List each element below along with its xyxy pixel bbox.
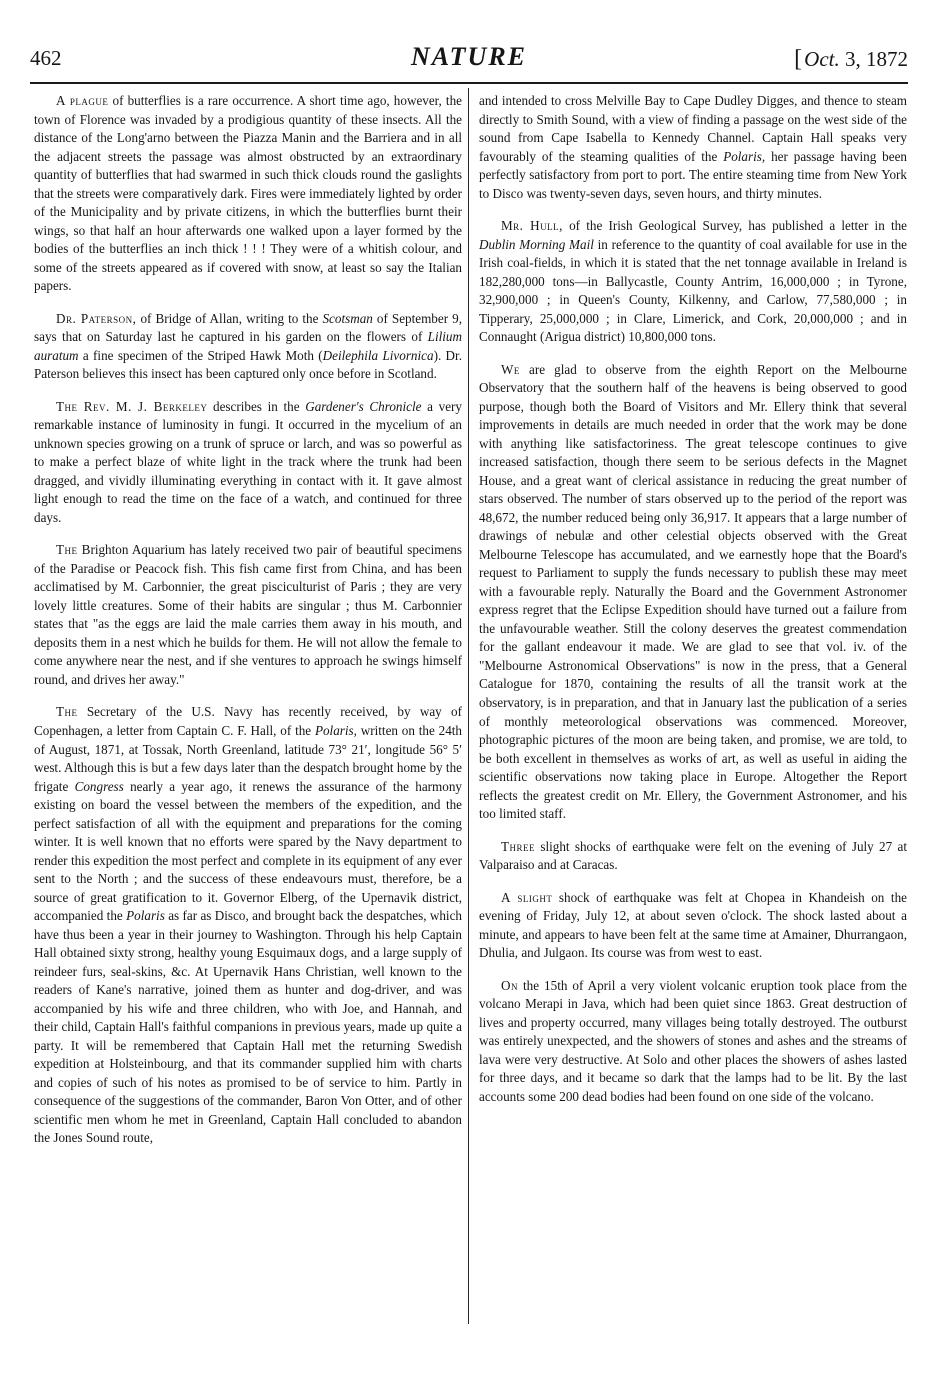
lead-word: A plague [56, 93, 109, 108]
date-bracket: [ [794, 46, 803, 72]
paragraph-text: the 15th of April a very violent volcanic eruption took place from the volcano Merapi in Java, which had been quiet since 1863. Great destruction of lives and property occurred, many villages being totally destroyed. The outburst was entirely unexpected, and the showers of stones and ashes and the streams of lava were very destructive. At Solo and other places the showers of ashes lasted for three days, and it became so dark that the lamps had to be lit. By the last accounts some 200 dead bodies had been found on one side of the volcano. [479, 977, 907, 1104]
paragraph-text: slight shocks of earthquake were felt on the evening of July 27 at Valparaiso and at Caracas. [479, 838, 907, 873]
paragraph-text: her passage having been perfectly satisfactory from port to port. The entire steaming time from New York to Disco was twenty-seven days, seven hours, and thirty minutes. [479, 148, 907, 201]
lead-word: Mr. Hull, [501, 218, 563, 234]
italic-ship: Polaris, [723, 148, 766, 164]
left-column [34, 92, 462, 1162]
lead-word: The Rev. M. J. Berkeley [56, 398, 208, 414]
italic-title: Scotsman [322, 310, 373, 326]
issue-date [794, 46, 908, 73]
header-rule [30, 82, 908, 84]
paragraph-text: of Bridge of Allan, writing to the [136, 310, 323, 326]
lead-word: Dr. Paterson, [56, 310, 137, 326]
paragraph-navy-continued [479, 92, 907, 203]
paragraph-aquarium [34, 541, 462, 689]
paragraph-text: of September 9, says that on Saturday last he captured in his garden on the flowers of [34, 310, 462, 345]
paragraph-text: a fine specimen of the Striped Hawk Moth ( [78, 347, 323, 363]
paragraph-text: ). Dr. Paterson believes this insect has been captured only once before in Scotland. [34, 347, 462, 382]
paragraph-text: a very remarkable instance of luminosity in fungi. It occurred in the mycelium of an unknown species growing on a trunk of spruce or larch, and was so powerful as to make a perfect blaze of white light in the track where the trunk had been dragged, and vividly illuminating everything in contact with it. It gave almost light enough to read the time on the face of a watch, and continued for three days. [34, 398, 462, 525]
paragraph-butterflies [34, 92, 462, 296]
column-divider [468, 88, 469, 1324]
journal-title: NATURE [410, 42, 528, 71]
paragraph-text: of butterflies is a rare occurrence. A short time ago, however, the town of Florence was invaded by a prodigious quantity of these insects. All the distance of the Long'arno between the Piazza Manin and the Barriera and in all the adjacent streets the passage was almost obstructed by an extraordinary quantity of butterflies that had swarmed in such thick clouds round the gaslights that the streets were comparatively dark. Fires were immediately lighted by order of the Municipality and by private citizens, in which the butterflies burnt their wings, so that half an hour afterwards one walked upon a layer formed by the bodies of the butterflies an inch thick ! ! ! They were of a whitish colour, and some of the streets appeared as if covered with snow, at least so say the Italian papers. [34, 93, 462, 294]
italic-ship: Congress [74, 778, 124, 794]
paragraph-navy [34, 703, 462, 1147]
paragraph-merapi [479, 977, 907, 1107]
lead-word: The [56, 704, 78, 720]
italic-title: Dublin Morning Mail [479, 236, 594, 252]
paragraph-text: are glad to observe from the eighth Report on the Melbourne Observatory that the southern half of the heavens is being observed to good purpose, though both the Board of Visitors and Mr. Ellery think that several improvements in details are much needed in order that the work may be done with anything like satisfactoriness. The great telescope continues to give increased satisfaction, though there seem to be serious defects in the Magnet House, and a great want of clerical assistance in reducing the great number of stars observed. The number of stars observed up to the period of the report was 48,672, the number reduced being only 36,917. It appears that a large number of drawings of nebulæ and other celestial objects observed with the Great Melbourne Telescope has accumulated, and we earnestly hope that the Board's request to Parliament to supply the funds necessary to publish these may meet with a favourable reply. Naturally the Board and the Government Astronomer express regret that the Eclipse Expedition should have turned out a failure from the unfavourable weather. Still the colony deserves the greatest commendation for the gallant endeavour it made. We are glad to see that vol. iv. of the "Melbourne Astronomical Observations" is now in the press, that a General Catalogue for 1870, containing the results of all the transit work at the observatory, is in preparation, and that in January last the publication of a series of monthly meteorological observations was commenced. Moreover, photographic pictures of the moon are being taken, and promise, we are told, to be both excellent in themselves as works of art, as well as useful in aiding the scientific observations now taking place in Europe. Altogether the Report reflects the greatest credit on Mr. Ellery, the Government Astronomer, and his too limited staff. [479, 361, 907, 822]
date-month: Oct. [804, 47, 840, 71]
paragraph-text: written on the 24th of August, 1871, at Tossak, North Greenland, latitude 73° 21′, longitude 56° 5′ west. Although this is but a few days later than the despatch brought home by the frigate [34, 722, 463, 794]
page-number: 462 [30, 46, 62, 70]
paragraph-text: shock of earthquake was felt at Chopea in Khandeish on the evening of Friday, July 12, at about seven o'clock. The shock lasted about a minute, and appears to have been felt at the same time at Amainer, Dhurrangaon, Dhulia, and Julgaon. Its course was from west to east. [479, 889, 907, 961]
paragraph-text: as far as Disco, and brought back the despatches, which have thus been a year in their journey to Washington. Through his help Captain Hall obtained sixty strong, healthy young Esquimaux dogs, and a large supply of reindeer furs, seal-skins, &c. At Upernavik Hans Christian, well known to the readers of Kane's narrative, joined them as hunter and dog-driver, and was accompanied by his wife and three children, who with Joe, and Hannah, and their child, Captain Hall's faithful companions in previous years, made up quite a party. It will be remembered that Captain Hall met the returning Swedish expedition at Holsteinbourg, and that its commander supplied him with charts and copies of such of his notes as promised to be of service to him. Partly in consequence of the suggestions of the commander, Baron Von Otter, and of other scientific men whom he met in Greenland, Captain Hall concluded to abandon the Jones Sound route, [34, 908, 462, 1146]
right-column [479, 92, 907, 1120]
italic-ship: Polaris [126, 908, 165, 924]
paragraph-text: in reference to the quantity of coal available for use in the Irish coal-fields, in which it is stated that the net tonnage available in Ireland is 182,280,000 tons—in Ballycastle, County Antrim, 16,000,000 ; in Tyrone, 32,900,000 ; in Queen's County, Kilkenny, and Carlow, 77,580,000 ; in Tipperary, 25,000,000 ; in Clare, Limerick, and Cork, 20,000,000 ; and in Connaught (Arigua district) 10,800,000 tons. [479, 236, 907, 345]
lead-word: On [501, 977, 518, 993]
paragraph-paterson [34, 310, 462, 384]
paragraph-berkeley [34, 398, 462, 528]
page-header [30, 40, 908, 80]
paragraph-earthquake-three [479, 838, 907, 875]
lead-word: We [501, 361, 520, 377]
paragraph-text: describes in the [207, 398, 306, 414]
italic-species: Lilium auratum [34, 329, 462, 363]
paragraph-earthquake-chopea [479, 889, 907, 963]
date-rest: 3, 1872 [839, 47, 908, 71]
lead-word: Three [501, 838, 536, 854]
paragraph-melbourne [479, 361, 907, 824]
paragraph-text: Brighton Aquarium has lately received two pair of beautiful specimens of the Paradise or Peacock fish. This fish came first from China, and has been acclimatised by M. Carbonnier, the great pisciculturist of Paris ; they are very lovely little creatures. Some of their habits are singular ; thus M. Carbonnier states that "as the eggs are laid the male carries them away in his mouth, and deposits them in a nest which he builds for them. He will not allow the female to come anywhere near the nest, and if she ventures to approach he swings himself round, and drives her away." [34, 542, 462, 687]
paragraph-text: and intended to cross Melville Bay to Cape Dudley Digges, and thence to steam directly to Smith Sound, with a view of finding a passage on the west side of the sound from Cape Isabella to Kennedy Channel. Captain Hall speaks very favourably of the steaming qualities of the [479, 93, 907, 164]
paragraph-text: nearly a year ago, it renews the assurance of the harmony existing on board the vessel between the members of the expedition, and the perfect satisfaction of all with the equipment and preparations for the coming winter. It is well known that no efforts were spared by the Navy department to render this expedition the most perfect and complete in its equipment of any ever sent to the North ; and the success of these endeavours must, therefore, be a source of great gratification to it. Governor Elberg, of the Upernavik district, accompanied the [34, 778, 462, 924]
lead-word: The [56, 542, 78, 558]
italic-species: Deilephila Livornica [322, 347, 434, 363]
paragraph-text: of the Irish Geological Survey, has published a letter in the [562, 218, 907, 234]
lead-word: A slight [501, 889, 553, 905]
paragraph-hull [479, 217, 907, 347]
paragraph-text: Secretary of the U.S. Navy has recently received, by way of Copenhagen, a letter from Captain C. F. Hall, of the [34, 704, 462, 738]
italic-title: Gardener's Chronicle [305, 398, 422, 414]
italic-ship: Polaris, [314, 722, 357, 738]
